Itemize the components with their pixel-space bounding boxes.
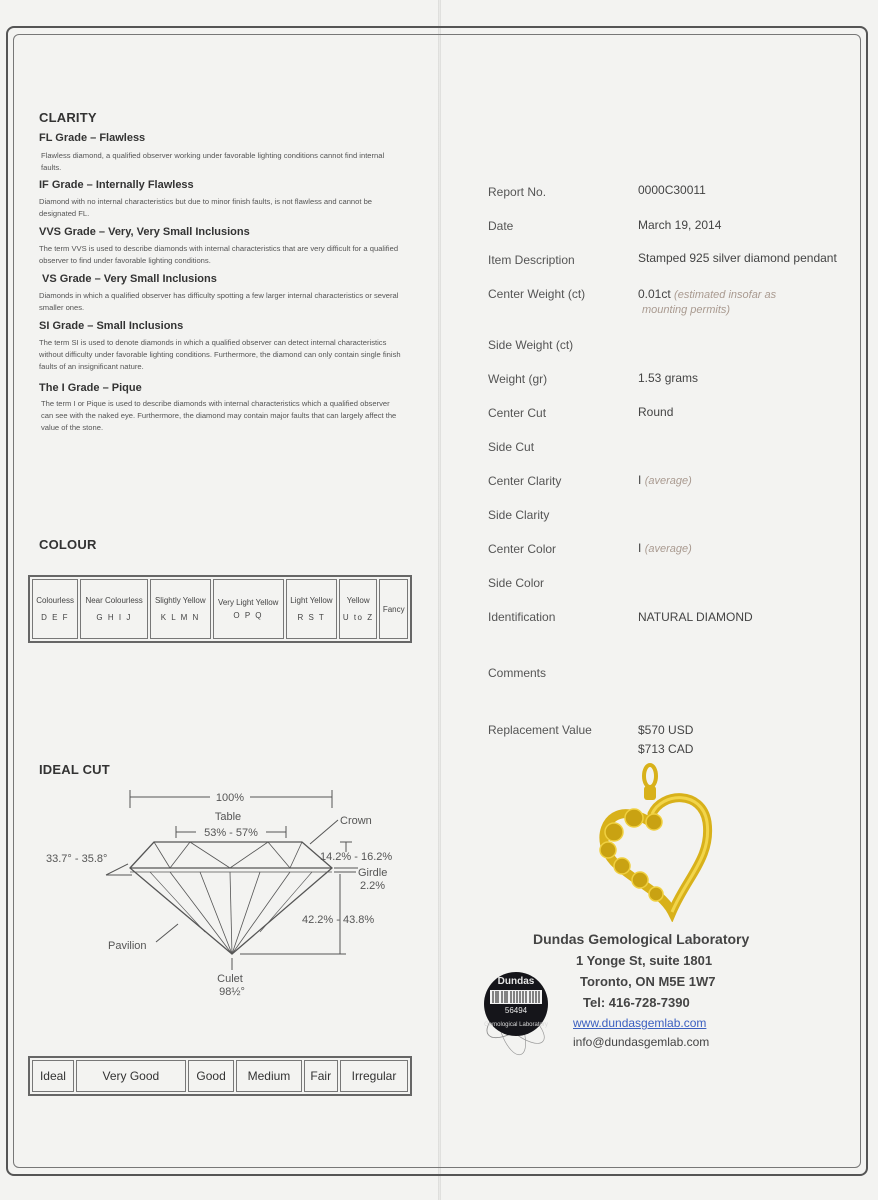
lab-address1: 1 Yonge St, suite 1801: [576, 953, 713, 968]
label-pavilion: Pavilion: [108, 940, 147, 952]
clarity-desc-si: The term SI is used to denote diamonds in which a qualified observer can detect internal characteristics without difficulty under favorable lighting conditions. Furthermore, the diamond can only contain single finish faults of an insignificant nature.: [39, 338, 401, 371]
side-cut-label: Side Cut: [488, 440, 535, 454]
clarity-grade-vvs: VVS Grade – Very, Very Small Inclusions: [39, 226, 250, 238]
clarity-title: CLARITY: [39, 110, 97, 125]
colour-cell-light-yellow: Light Yellow R S T: [286, 579, 337, 639]
cut-grade-medium: Medium: [236, 1060, 301, 1092]
date-label: Date: [488, 219, 514, 233]
label-crown: Crown: [340, 815, 372, 827]
seal-top-text: Dundas: [497, 976, 535, 987]
center-weight-note-line2: mounting permits): [642, 304, 731, 316]
diamond-proportions-diagram: [40, 782, 420, 1002]
clarity-desc-i: The term I or Pique is used to describe diamonds with internal characteristics which a qualified observer can see with the naked eye. Furthermore, the diamond may contain major faults that can largely affect the value of the stone.: [41, 399, 397, 432]
ideal-cut-title: IDEAL CUT: [39, 762, 110, 777]
report-no-value: 0000C30011: [638, 183, 706, 197]
colour-cell-slightly-yellow: Slightly Yellow K L M N: [150, 579, 210, 639]
clarity-desc-vs: Diamonds in which a qualified observer has difficulty spotting a few larger internal characteristics or several smaller ones.: [39, 291, 399, 312]
clarity-grade-fl: FL Grade – Flawless: [39, 132, 146, 144]
cut-grade-fair: Fair: [304, 1060, 338, 1092]
identification-label: Identification: [488, 610, 556, 624]
item-description-label: Item Description: [488, 253, 575, 267]
clarity-grade-i: The I Grade – Pique: [39, 382, 142, 394]
side-clarity-label: Side Clarity: [488, 508, 550, 522]
label-pavilion-depth: 42.2% - 43.8%: [302, 914, 375, 926]
side-color-label: Side Color: [488, 576, 545, 590]
center-color-value: I (average): [638, 541, 692, 555]
label-crown-height: 14.2% - 16.2%: [320, 851, 393, 863]
cut-grade-very-good: Very Good: [76, 1060, 186, 1092]
weight-value: 1.53 grams: [638, 371, 699, 385]
center-clarity-value: I (average): [638, 473, 692, 487]
center-color-label: Center Color: [488, 542, 557, 556]
label-culet: Culet: [217, 973, 243, 985]
cut-grade-good: Good: [188, 1060, 235, 1092]
identification-value: NATURAL DIAMOND: [638, 610, 753, 624]
clarity-grade-si: SI Grade – Small Inclusions: [39, 320, 184, 332]
clarity-desc-vvs: The term VVS is used to describe diamonds with internal characteristics that are very difficult for a qualified observer to find under favorable lighting conditions.: [39, 244, 399, 265]
side-weight-label: Side Weight (ct): [488, 338, 574, 352]
label-table-range: 53% - 57%: [204, 827, 258, 839]
colour-cell-colourless: Colourless D E F: [32, 579, 78, 639]
lab-email: info@dundasgemlab.com: [573, 1035, 710, 1049]
cut-grade-ideal: Ideal: [32, 1060, 74, 1092]
colour-title: COLOUR: [39, 537, 97, 552]
weight-label: Weight (gr): [488, 372, 548, 386]
center-weight-label: Center Weight (ct): [488, 287, 586, 301]
seal-number: 56494: [504, 1006, 528, 1015]
seal-bottom-text: Gemological Laboratory: [484, 1022, 548, 1028]
label-crown-angle: 33.7° - 35.8°: [46, 853, 108, 865]
lab-website-link[interactable]: www.dundasgemlab.com: [573, 1016, 707, 1030]
heart-pendant-image: [592, 762, 720, 922]
replacement-cad: $713 CAD: [638, 742, 694, 756]
clarity-grade-vs: VS Grade – Very Small Inclusions: [42, 273, 217, 285]
replacement-usd: $570 USD: [638, 723, 694, 737]
center-weight-note: (estimated insofar as: [674, 289, 777, 301]
colour-cell-very-light-yellow: Very Light Yellow O P Q: [213, 579, 284, 639]
center-weight-value: 0.01ct (estimated insofar as: [638, 287, 777, 301]
clarity-grade-if: IF Grade – Internally Flawless: [39, 179, 194, 191]
label-girdle-value: 2.2%: [360, 880, 386, 892]
center-cut-value: Round: [638, 405, 674, 419]
clarity-desc-if: Diamond with no internal characteristics but due to minor finish faults, is not flawless and cannot be designated FL.: [39, 197, 373, 218]
cut-grade-table: [28, 1056, 412, 1096]
lab-name: Dundas Gemological Laboratory: [533, 931, 750, 947]
clarity-desc-fl: Flawless diamond, a qualified observer working under favorable lighting conditions cannot find internal faults.: [41, 151, 385, 172]
label-culet-value: 98½°: [219, 986, 245, 998]
replacement-value-label: Replacement Value: [488, 723, 592, 737]
label-table: Table: [214, 811, 242, 823]
colour-scale-table: [28, 575, 412, 643]
colour-cell-yellow: Yellow U to Z: [339, 579, 377, 639]
report-no-label: Report No.: [488, 185, 547, 199]
label-hundred-percent: 100%: [215, 792, 245, 804]
colour-cell-near-colourless: Near Colourless G H I J: [80, 579, 148, 639]
hologram-seal: [476, 960, 566, 1070]
item-description-value: Stamped 925 silver diamond pendant: [638, 251, 837, 265]
label-girdle: Girdle: [358, 867, 388, 879]
center-clarity-label: Center Clarity: [488, 474, 562, 488]
comments-label: Comments: [488, 666, 547, 680]
lab-address2: Toronto, ON M5E 1W7: [580, 974, 716, 989]
cut-grade-irregular: Irregular: [340, 1060, 408, 1092]
center-cut-label: Center Cut: [488, 406, 547, 420]
lab-phone: Tel: 416-728-7390: [583, 995, 690, 1010]
colour-cell-fancy: Fancy: [379, 579, 408, 639]
date-value: March 19, 2014: [638, 218, 722, 232]
